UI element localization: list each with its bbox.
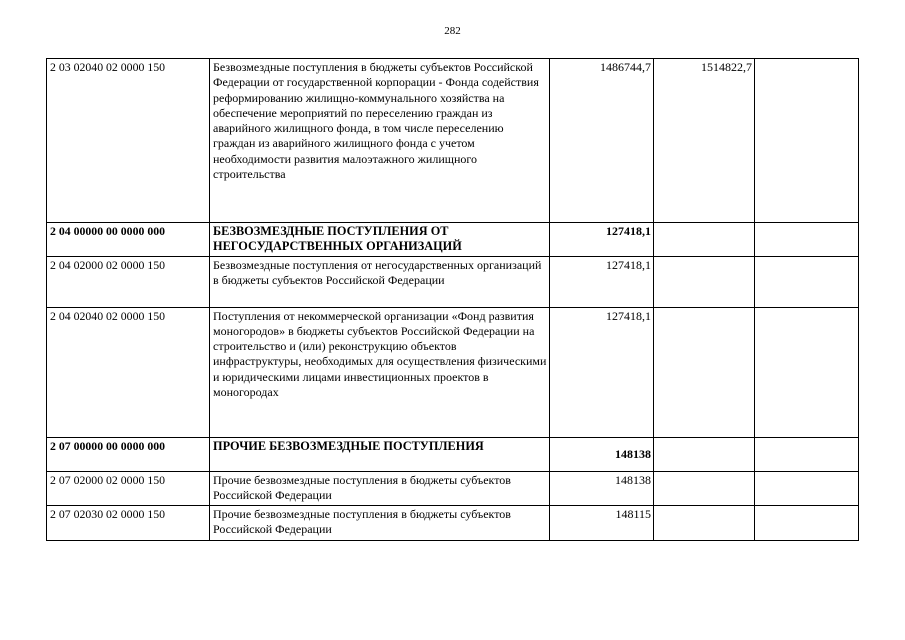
budget-code-cell: 2 04 00000 00 0000 000 [47,223,210,257]
amount-cell-3 [755,505,859,540]
amount-cell-1: 148138 [550,471,654,505]
amount-cell-2 [654,471,755,505]
amount-cell-1: 127418,1 [550,256,654,307]
budget-code-cell: 2 07 02030 02 0000 150 [47,505,210,540]
table-row-section [47,437,859,471]
amount-cell-3 [755,307,859,437]
table-row [47,505,859,540]
budget-code-cell: 2 07 02000 02 0000 150 [47,471,210,505]
amount-cell-2 [654,223,755,257]
budget-code-cell: 2 03 02040 02 0000 150 [47,59,210,223]
amount-cell-1: 148138 [550,437,654,471]
income-name-cell: Прочие безвозмездные поступления в бюджеты субъектов Российской Федерации [210,505,550,540]
income-name-cell: Поступления от некоммерческой организации «Фонд развития моногородов» в бюджеты субъектов Российской Федерации на строительство и (или) реконструкцию объектов инфраструктуры, необходимых для осуществления физическими и юридическими лицами инвестиционных проектов в моногородах [210,307,550,437]
amount-cell-3 [755,59,859,223]
revenue-table [46,58,859,541]
budget-code-cell: 2 04 02040 02 0000 150 [47,307,210,437]
amount-cell-1: 148115 [550,505,654,540]
amount-cell-3 [755,437,859,471]
income-name-cell: Прочие безвозмездные поступления в бюджеты субъектов Российской Федерации [210,471,550,505]
table-row [47,471,859,505]
amount-cell-1: 1486744,7 [550,59,654,223]
amount-cell-2 [654,505,755,540]
table-row [47,256,859,307]
income-name-cell: ПРОЧИЕ БЕЗВОЗМЕЗДНЫЕ ПОСТУПЛЕНИЯ [210,437,550,471]
amount-cell-3 [755,256,859,307]
amount-cell-2 [654,307,755,437]
income-name-cell: БЕЗВОЗМЕЗДНЫЕ ПОСТУПЛЕНИЯ ОТ НЕГОСУДАРСТВЕННЫХ ОРГАНИЗАЦИЙ [210,223,550,257]
table-row-section [47,223,859,257]
budget-code-cell: 2 04 02000 02 0000 150 [47,256,210,307]
amount-cell-2 [654,256,755,307]
income-name-cell: Безвозмездные поступления в бюджеты субъектов Российской Федерации от государственной корпорации - Фонда содействия реформированию жилищно-коммунального хозяйства на обеспечение мероприятий по переселению граждан из аварийного жилищного фонда, в том числе переселению граждан из аварийного жилищного фонда с учетом необходимости развития малоэтажного жилищного строительства [210,59,550,223]
amount-cell-1: 127418,1 [550,223,654,257]
budget-code-cell: 2 07 00000 00 0000 000 [47,437,210,471]
table-row [47,59,859,223]
amount-cell-3 [755,223,859,257]
page-number: 282 [444,25,461,37]
amount-cell-2 [654,437,755,471]
amount-cell-2: 1514822,7 [654,59,755,223]
amount-cell-1: 127418,1 [550,307,654,437]
amount-cell-3 [755,471,859,505]
table-row [47,307,859,437]
income-name-cell: Безвозмездные поступления от негосударственных организаций в бюджеты субъектов Российской Федерации [210,256,550,307]
